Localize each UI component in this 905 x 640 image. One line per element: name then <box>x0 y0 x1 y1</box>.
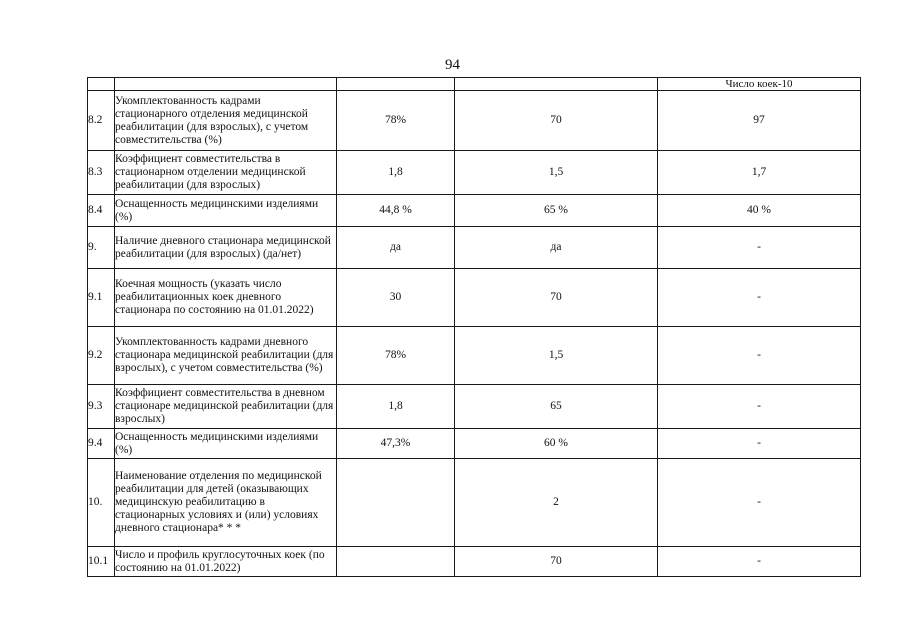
row-number: 9.1 <box>88 269 115 327</box>
row-indicator: Укомплектованность кадрами дневного стационара медицинской реабилитации (для взрослых), с учетом совместительства (%) <box>115 327 337 385</box>
table-row <box>88 327 861 385</box>
row-value-2: 65 <box>455 385 658 429</box>
document-table <box>87 77 861 577</box>
row-value-2: 70 <box>455 547 658 577</box>
row-value-2: 65 % <box>455 195 658 227</box>
header-cell-number <box>88 78 115 91</box>
row-value-1: 78% <box>337 327 455 385</box>
table-row <box>88 151 861 195</box>
row-value-3: - <box>658 227 861 269</box>
row-indicator: Коечная мощность (указать число реабилитационных коек дневного стационара по состоянию на 01.01.2022) <box>115 269 337 327</box>
table-row <box>88 227 861 269</box>
table-row <box>88 459 861 547</box>
row-value-1: 47,3% <box>337 429 455 459</box>
row-value-3: 1,7 <box>658 151 861 195</box>
row-value-1: 44,8 % <box>337 195 455 227</box>
table-row <box>88 91 861 151</box>
header-cell-value-1 <box>337 78 455 91</box>
row-value-2: да <box>455 227 658 269</box>
row-number: 10. <box>88 459 115 547</box>
row-indicator: Укомплектованность кадрами стационарного отделения медицинской реабилитации (для взрослых), с учетом совместительства (%) <box>115 91 337 151</box>
table-header-row <box>88 78 861 91</box>
row-value-1 <box>337 459 455 547</box>
row-value-2: 2 <box>455 459 658 547</box>
row-indicator: Число и профиль круглосуточных коек (по состоянию на 01.01.2022) <box>115 547 337 577</box>
row-indicator: Наименование отделения по медицинской реабилитации для детей (оказывающих медицинскую реабилитацию в стационарных условиях и (или) условиях дневного стационара* * * <box>115 459 337 547</box>
table-row <box>88 269 861 327</box>
row-value-1: 1,8 <box>337 385 455 429</box>
row-number: 10.1 <box>88 547 115 577</box>
row-number: 8.3 <box>88 151 115 195</box>
page-number: 94 <box>445 57 460 73</box>
header-cell-value-2 <box>455 78 658 91</box>
table-row <box>88 385 861 429</box>
row-indicator: Коэффициент совместительства в стационарном отделении медицинской реабилитации (для взрослых) <box>115 151 337 195</box>
row-value-3: - <box>658 547 861 577</box>
row-indicator: Оснащенность медицинскими изделиями (%) <box>115 429 337 459</box>
row-value-2: 1,5 <box>455 151 658 195</box>
header-cell-bed-count: Число коек-10 <box>658 78 861 91</box>
row-value-1 <box>337 547 455 577</box>
table-row <box>88 195 861 227</box>
row-number: 8.2 <box>88 91 115 151</box>
row-value-1: 30 <box>337 269 455 327</box>
row-number: 9. <box>88 227 115 269</box>
header-cell-indicator <box>115 78 337 91</box>
table-row <box>88 429 861 459</box>
row-number: 8.4 <box>88 195 115 227</box>
row-value-3: - <box>658 327 861 385</box>
row-value-1: да <box>337 227 455 269</box>
row-indicator: Оснащенность медицинскими изделиями (%) <box>115 195 337 227</box>
row-number: 9.4 <box>88 429 115 459</box>
table-row <box>88 547 861 577</box>
row-value-1: 78% <box>337 91 455 151</box>
row-value-2: 1,5 <box>455 327 658 385</box>
row-indicator: Коэффициент совместительства в дневном стационаре медицинской реабилитации (для взрослых) <box>115 385 337 429</box>
row-value-3: - <box>658 385 861 429</box>
row-number: 9.3 <box>88 385 115 429</box>
row-value-2: 60 % <box>455 429 658 459</box>
row-value-2: 70 <box>455 269 658 327</box>
row-value-3: 97 <box>658 91 861 151</box>
row-value-1: 1,8 <box>337 151 455 195</box>
row-value-3: 40 % <box>658 195 861 227</box>
row-number: 9.2 <box>88 327 115 385</box>
row-value-2: 70 <box>455 91 658 151</box>
row-value-3: - <box>658 429 861 459</box>
row-value-3: - <box>658 269 861 327</box>
row-value-3: - <box>658 459 861 547</box>
row-indicator: Наличие дневного стационара медицинской реабилитации (для взрослых) (да/нет) <box>115 227 337 269</box>
